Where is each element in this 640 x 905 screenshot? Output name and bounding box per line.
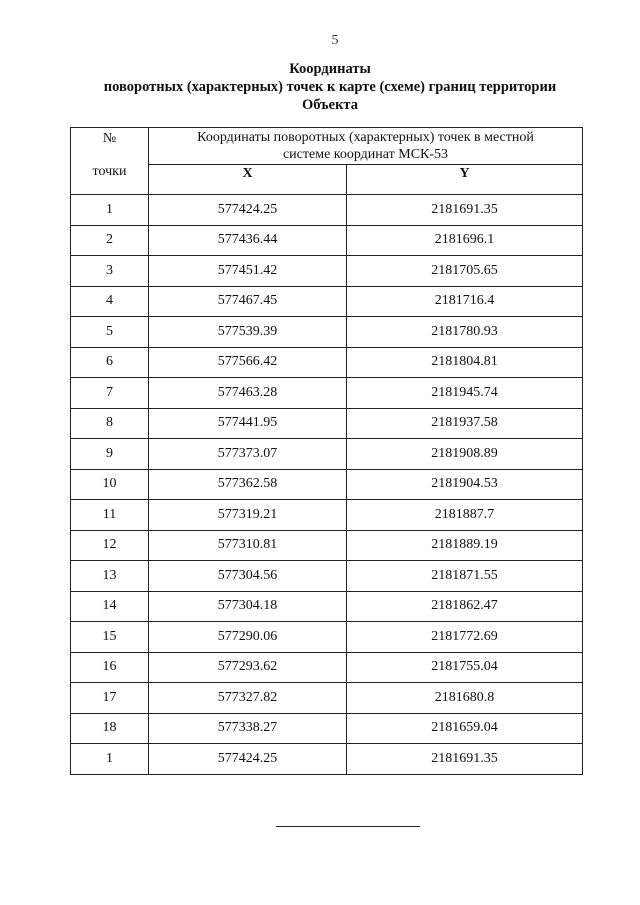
x-coordinate-cell: 577436.44 [149, 225, 347, 256]
x-coordinate-cell: 577290.06 [149, 622, 347, 653]
number-symbol: № [102, 131, 117, 146]
title-line-2: поворотных (характерных) точек к карте (схеме) границ территории [103, 79, 557, 95]
point-number-cell: 3 [71, 256, 149, 287]
table-row [71, 195, 583, 226]
y-coordinate-cell: 2181889.19 [347, 530, 583, 561]
title-line-1: Координаты [289, 61, 371, 77]
table-row [71, 347, 583, 378]
y-coordinate-cell: 2181908.89 [347, 439, 583, 470]
coordinates-body [71, 195, 583, 775]
y-coordinate-cell: 2181904.53 [347, 469, 583, 500]
table-row [71, 256, 583, 287]
point-number-cell: 17 [71, 683, 149, 714]
coordinates-table [70, 127, 583, 775]
point-number-cell: 6 [71, 347, 149, 378]
point-number-cell: 1 [71, 195, 149, 226]
point-number-cell: 1 [71, 744, 149, 775]
x-coordinate-cell: 577467.45 [149, 286, 347, 317]
point-number-cell: 11 [71, 500, 149, 531]
point-number-cell: 5 [71, 317, 149, 348]
x-coordinate-cell: 577451.42 [149, 256, 347, 287]
point-number-cell: 2 [71, 225, 149, 256]
point-label: точки [92, 164, 127, 179]
x-coordinate-cell: 577304.18 [149, 591, 347, 622]
x-coordinate-cell: 577338.27 [149, 713, 347, 744]
table-row [71, 561, 583, 592]
point-number-cell: 4 [71, 286, 149, 317]
point-number-cell: 7 [71, 378, 149, 409]
y-coordinate-cell: 2181691.35 [347, 744, 583, 775]
table-row [71, 439, 583, 470]
footer-divider [276, 826, 420, 827]
table-row [71, 500, 583, 531]
table-row [71, 652, 583, 683]
x-coordinate-cell: 577424.25 [149, 744, 347, 775]
table-row [71, 683, 583, 714]
x-coordinate-cell: 577327.82 [149, 683, 347, 714]
point-number-header [71, 128, 149, 195]
table-row [71, 744, 583, 775]
table-row [71, 317, 583, 348]
y-coordinate-cell: 2181755.04 [347, 652, 583, 683]
y-coordinate-cell: 2181772.69 [347, 622, 583, 653]
coordinates-header-line-2: системе координат МСК-53 [282, 147, 449, 162]
x-coordinate-cell: 577310.81 [149, 530, 347, 561]
coordinates-header-line-1: Координаты поворотных (характерных) точек в местной [197, 130, 534, 145]
point-number-cell: 10 [71, 469, 149, 500]
table-row [71, 225, 583, 256]
table-row [71, 286, 583, 317]
y-coordinate-cell: 2181937.58 [347, 408, 583, 439]
y-coordinate-cell: 2181659.04 [347, 713, 583, 744]
table-row [71, 591, 583, 622]
y-coordinate-cell: 2181705.65 [347, 256, 583, 287]
table-row [71, 622, 583, 653]
point-number-cell: 12 [71, 530, 149, 561]
y-coordinate-cell: 2181680.8 [347, 683, 583, 714]
point-number-cell: 13 [71, 561, 149, 592]
table-row [71, 713, 583, 744]
x-coordinate-cell: 577424.25 [149, 195, 347, 226]
point-number-cell: 14 [71, 591, 149, 622]
y-coordinate-cell: 2181716.4 [347, 286, 583, 317]
y-column-header: Y [347, 165, 583, 195]
table-row [71, 530, 583, 561]
document-title [0, 60, 640, 114]
y-coordinate-cell: 2181887.7 [347, 500, 583, 531]
table-row [71, 408, 583, 439]
x-coordinate-cell: 577566.42 [149, 347, 347, 378]
y-coordinate-cell: 2181780.93 [347, 317, 583, 348]
coordinates-header [149, 128, 583, 165]
table-row [71, 378, 583, 409]
x-coordinate-cell: 577362.58 [149, 469, 347, 500]
x-coordinate-cell: 577293.62 [149, 652, 347, 683]
y-coordinate-cell: 2181871.55 [347, 561, 583, 592]
y-coordinate-cell: 2181804.81 [347, 347, 583, 378]
page-number: 5 [331, 33, 339, 48]
x-coordinate-cell: 577463.28 [149, 378, 347, 409]
y-coordinate-cell: 2181691.35 [347, 195, 583, 226]
x-coordinate-cell: 577373.07 [149, 439, 347, 470]
point-number-cell: 16 [71, 652, 149, 683]
y-coordinate-cell: 2181945.74 [347, 378, 583, 409]
y-coordinate-cell: 2181862.47 [347, 591, 583, 622]
x-coordinate-cell: 577441.95 [149, 408, 347, 439]
y-coordinate-cell: 2181696.1 [347, 225, 583, 256]
table-row [71, 469, 583, 500]
point-number-cell: 18 [71, 713, 149, 744]
x-coordinate-cell: 577539.39 [149, 317, 347, 348]
point-number-cell: 15 [71, 622, 149, 653]
point-number-cell: 8 [71, 408, 149, 439]
point-number-cell: 9 [71, 439, 149, 470]
x-coordinate-cell: 577304.56 [149, 561, 347, 592]
x-column-header: X [149, 165, 347, 195]
x-coordinate-cell: 577319.21 [149, 500, 347, 531]
title-line-3: Объекта [302, 97, 358, 113]
